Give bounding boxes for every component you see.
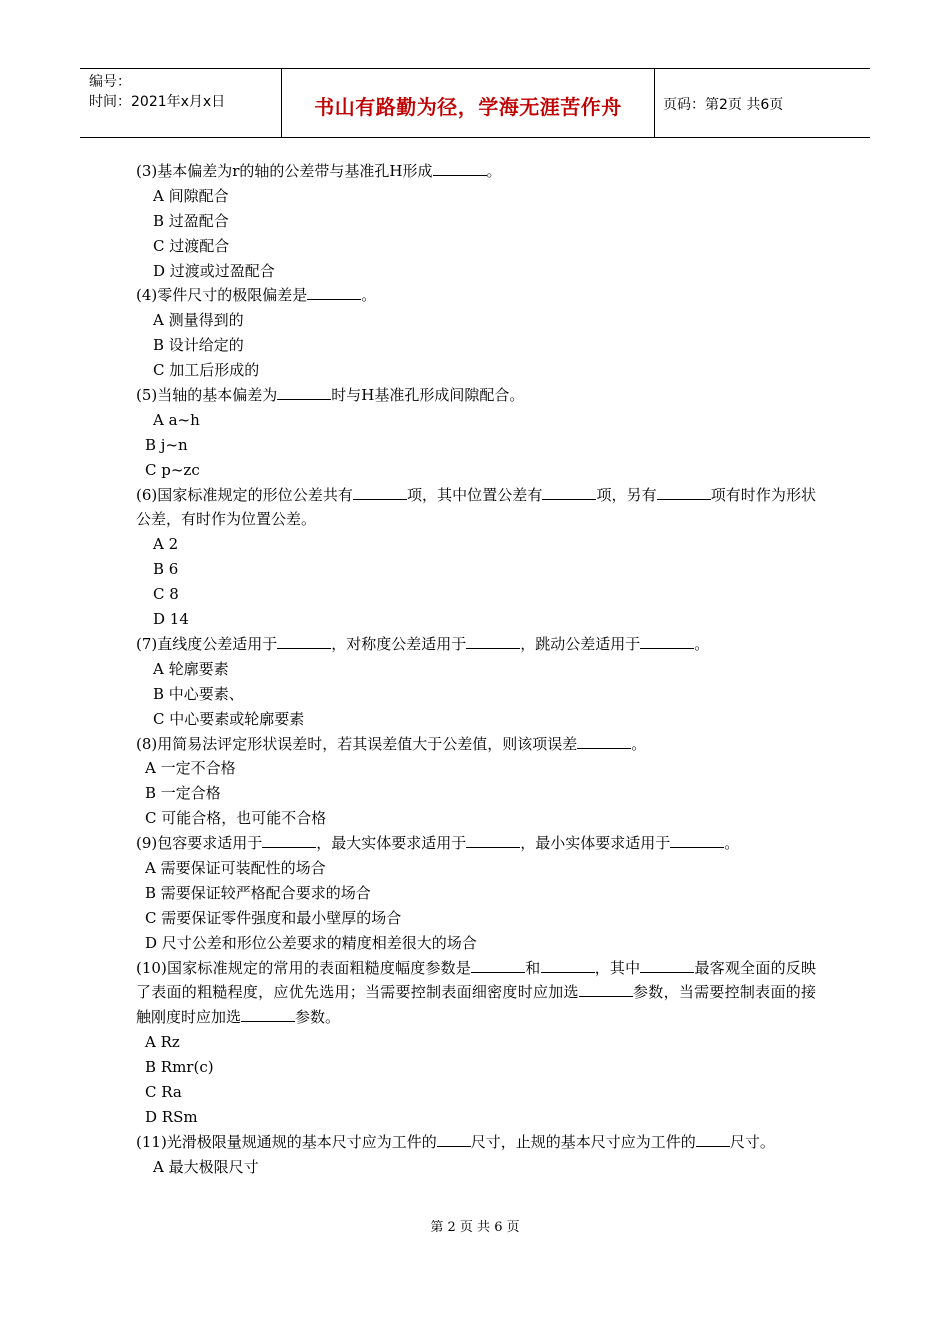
option-item: B 需要保证较严格配合要求的场合	[145, 883, 371, 902]
question-stem: (8)用简易法评定形状误差时，若其误差值大于公差值，则该项误差 。	[136, 734, 647, 753]
option-item: C 8	[153, 585, 179, 604]
option-item: A a~h	[153, 410, 200, 429]
option-item: C 过渡配合	[153, 236, 230, 255]
question-stem: (4)零件尺寸的极限偏差是 。	[136, 286, 377, 305]
answer-blank	[640, 634, 694, 649]
page-number-label: 页码：第2页 共6页	[663, 97, 784, 113]
document-header	[80, 68, 870, 138]
motto-title: 书山有路勤为径，学海无涯苦作舟	[314, 95, 622, 119]
option-item: A 最大极限尺寸	[153, 1157, 259, 1176]
date-label: 时间：2021年x月x日	[89, 94, 226, 110]
question-stem: (5)当轴的基本偏差为 时与H基准孔形成间隙配合。	[136, 386, 525, 405]
option-item: A 间隙配合	[153, 186, 229, 205]
answer-blank	[471, 958, 525, 973]
question-stem: (7)直线度公差适用于 ，对称度公差适用于 ，跳动公差适用于 。	[136, 634, 710, 653]
answer-blank	[277, 385, 331, 400]
page-footer: 第 2 页 共 6 页	[430, 1220, 520, 1235]
option-item: B 设计给定的	[153, 336, 244, 355]
answer-blank	[640, 958, 694, 973]
option-item: D 尺寸公差和形位公差要求的精度相差很大的场合	[145, 933, 477, 952]
option-item: B 6	[153, 560, 179, 579]
option-item: C p~zc	[145, 460, 200, 479]
answer-blank	[577, 734, 631, 749]
answer-blank	[307, 285, 361, 300]
question-list	[136, 159, 816, 1180]
answer-blank	[437, 1132, 471, 1147]
option-item: A 轮廓要素	[153, 659, 229, 678]
answer-blank	[579, 982, 633, 997]
option-item: D 14	[153, 610, 189, 629]
option-item: D RSm	[145, 1107, 198, 1126]
question-stem: (6)国家标准规定的形位公差共有 项，其中位置公差有 项，另有 项有时作为形状公差，有时作为位置公差。	[136, 485, 816, 529]
answer-blank	[670, 833, 724, 848]
question-stem: (10)国家标准规定的常用的表面粗糙度幅度参数是 和 ，其中 最客观全面的反映了表面的粗糙程度，应优先选用；当需要控制表面细密度时应加选 参数，当需要控制表面的接触刚度时应加选 参数。	[136, 958, 816, 1027]
question-stem: (11)光滑极限量规通规的基本尺寸应为工件的 尺寸，止规的基本尺寸应为工件的 尺寸。	[136, 1132, 775, 1151]
answer-blank	[433, 161, 487, 176]
question-stem: (9)包容要求适用于 ，最大实体要求适用于 ，最小实体要求适用于 。	[136, 834, 740, 853]
answer-blank	[657, 485, 711, 500]
option-item: A Rz	[145, 1033, 180, 1052]
answer-blank	[466, 833, 520, 848]
option-item: C Ra	[145, 1083, 182, 1102]
option-item: D 过渡或过盈配合	[153, 261, 275, 280]
answer-blank	[542, 485, 596, 500]
header-center-cell	[281, 69, 655, 137]
option-item: C 中心要素或轮廓要素	[153, 709, 305, 728]
header-left-cell	[80, 69, 281, 137]
option-item: B 中心要素、	[153, 684, 244, 703]
answer-blank	[262, 833, 316, 848]
question-stem: (3)基本偏差为r的轴的公差带与基准孔H形成 。	[136, 162, 502, 180]
option-item: C 需要保证零件强度和最小壁厚的场合	[145, 908, 402, 927]
answer-blank	[277, 634, 331, 649]
option-item: C 可能合格，也可能不合格	[145, 809, 327, 828]
option-item: A 2	[153, 535, 179, 554]
option-item: A 需要保证可装配性的场合	[145, 858, 326, 877]
answer-blank	[241, 1007, 295, 1022]
option-item: C 加工后形成的	[153, 361, 260, 380]
option-item: A 一定不合格	[145, 759, 236, 778]
option-item: B 过盈配合	[153, 211, 229, 230]
serial-number-label: 编号：	[89, 74, 131, 90]
answer-blank	[541, 958, 595, 973]
answer-blank	[353, 485, 407, 500]
answer-blank	[466, 634, 520, 649]
option-item: A 测量得到的	[153, 311, 244, 330]
option-item: B j~n	[145, 435, 188, 454]
option-item: B Rmr(c)	[145, 1058, 214, 1077]
header-right-cell	[654, 69, 870, 137]
answer-blank	[696, 1132, 730, 1147]
option-item: B 一定合格	[145, 784, 221, 803]
